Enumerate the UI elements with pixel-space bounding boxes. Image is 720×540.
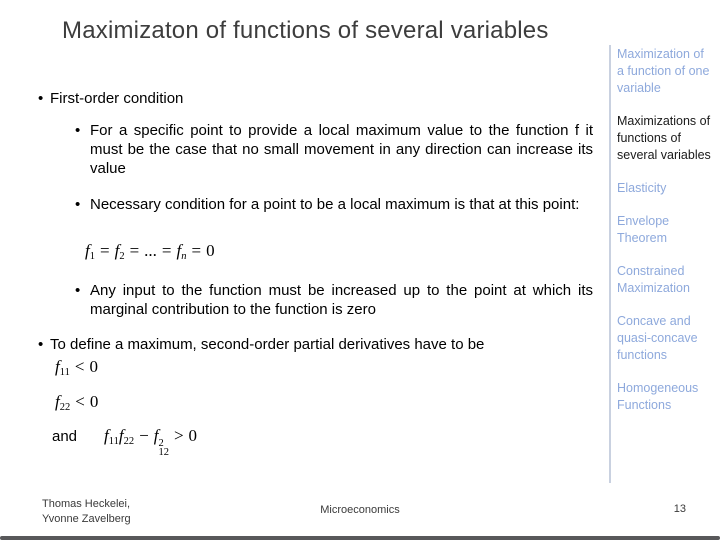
- math-rel: <: [74, 357, 85, 376]
- first-order-condition-formula: [85, 241, 215, 262]
- math-rel: <: [75, 392, 85, 411]
- math-supsub-stack: [158, 439, 169, 457]
- sidebar-item-label: Constrained Maximization: [617, 264, 690, 295]
- math-var: f: [176, 241, 182, 260]
- sidebar-item-label: Maximization of a function of one variable: [617, 47, 710, 95]
- bullet-text: First-order condition: [50, 90, 184, 107]
- math-num: 0: [206, 241, 215, 260]
- sidebar-item-concave-functions[interactable]: [617, 313, 711, 364]
- footer-author-line2: Yvonne Zavelberg: [42, 513, 131, 525]
- math-op: =: [191, 241, 202, 260]
- math-sup: 2: [158, 438, 164, 449]
- bullet-first-order-condition: [38, 89, 588, 108]
- math-rel: >: [173, 426, 184, 445]
- sidebar-item-label: Elasticity: [617, 181, 667, 195]
- bullet-second-order: [38, 335, 598, 354]
- sidebar-divider: [609, 45, 611, 483]
- sidebar-item-label: Homogeneous Functions: [617, 381, 699, 412]
- math-var: f: [85, 241, 90, 260]
- math-sub: 1: [89, 251, 95, 262]
- bullet-glyph: •: [75, 282, 81, 299]
- window-bottom-edge: [0, 536, 720, 540]
- and-label: and: [52, 428, 78, 445]
- math-sub: 2: [119, 251, 125, 262]
- sidebar-item-label: Concave and quasi-concave functions: [617, 314, 698, 362]
- math-minus: −: [139, 426, 149, 445]
- math-var: f: [55, 392, 60, 411]
- bullet-any-input: [75, 281, 593, 319]
- soc-formula-f11: [55, 357, 98, 378]
- bullet-text: Necessary condition for a point to be a local maximum is that at this point:: [90, 196, 580, 213]
- math-var: f: [114, 241, 120, 260]
- math-op: =: [129, 241, 140, 260]
- math-sub: 12: [158, 447, 169, 458]
- footer-author-line1: Thomas Heckelei,: [42, 498, 131, 510]
- math-ellipsis: ...: [144, 241, 157, 260]
- sidebar-item-maximization-one-variable[interactable]: [617, 46, 711, 97]
- math-num: 0: [89, 357, 98, 376]
- sidebar-item-envelope-theorem[interactable]: [617, 213, 711, 247]
- bullet-text: To define a maximum, second-order partial derivatives have to be: [50, 336, 485, 353]
- bullet-text: Any input to the function must be increased up to the point at which its marginal contribution to the function is zero: [90, 282, 593, 318]
- soc-formula-f22: [55, 392, 98, 413]
- math-num: 0: [188, 426, 198, 445]
- bullet-text: For a specific point to provide a local maximum value to the function f it must be the case that no small movement in any direction can increase its value: [90, 122, 593, 177]
- sidebar-item-maximizations-several-variables[interactable]: [617, 113, 711, 164]
- math-sub: 11: [59, 367, 70, 378]
- math-op: =: [99, 241, 110, 260]
- agenda-sidebar: [617, 46, 711, 430]
- footer-page-number: 13: [673, 503, 686, 515]
- soc-formula-determinant: [104, 426, 197, 457]
- sidebar-item-constrained-maximization[interactable]: [617, 263, 711, 297]
- bullet-glyph: •: [38, 336, 44, 353]
- bullet-glyph: •: [75, 196, 81, 213]
- sidebar-item-homogeneous-functions[interactable]: [617, 380, 711, 414]
- sidebar-item-label: Envelope Theorem: [617, 214, 670, 245]
- math-sub: 22: [59, 402, 71, 413]
- math-var: f: [118, 426, 124, 445]
- math-sub: 22: [123, 436, 135, 447]
- math-num: 0: [89, 392, 99, 411]
- math-var: f: [104, 426, 109, 445]
- math-sub: 11: [108, 436, 119, 447]
- math-var: f: [153, 426, 159, 445]
- soc-formula-determinant-row: [52, 426, 197, 457]
- math-var: f: [55, 357, 60, 376]
- page-title: Maximizaton of functions of several variables: [62, 17, 549, 44]
- bullet-specific-point: [75, 121, 593, 178]
- sidebar-item-label: Maximizations of functions of several variables: [617, 114, 711, 162]
- math-op: =: [161, 241, 172, 260]
- sidebar-item-elasticity[interactable]: [617, 180, 711, 197]
- math-sub: n: [181, 251, 187, 262]
- footer-course: Microeconomics: [320, 504, 400, 516]
- bullet-glyph: •: [38, 90, 44, 107]
- bullet-glyph: •: [75, 122, 81, 139]
- bullet-necessary-condition: [75, 195, 593, 214]
